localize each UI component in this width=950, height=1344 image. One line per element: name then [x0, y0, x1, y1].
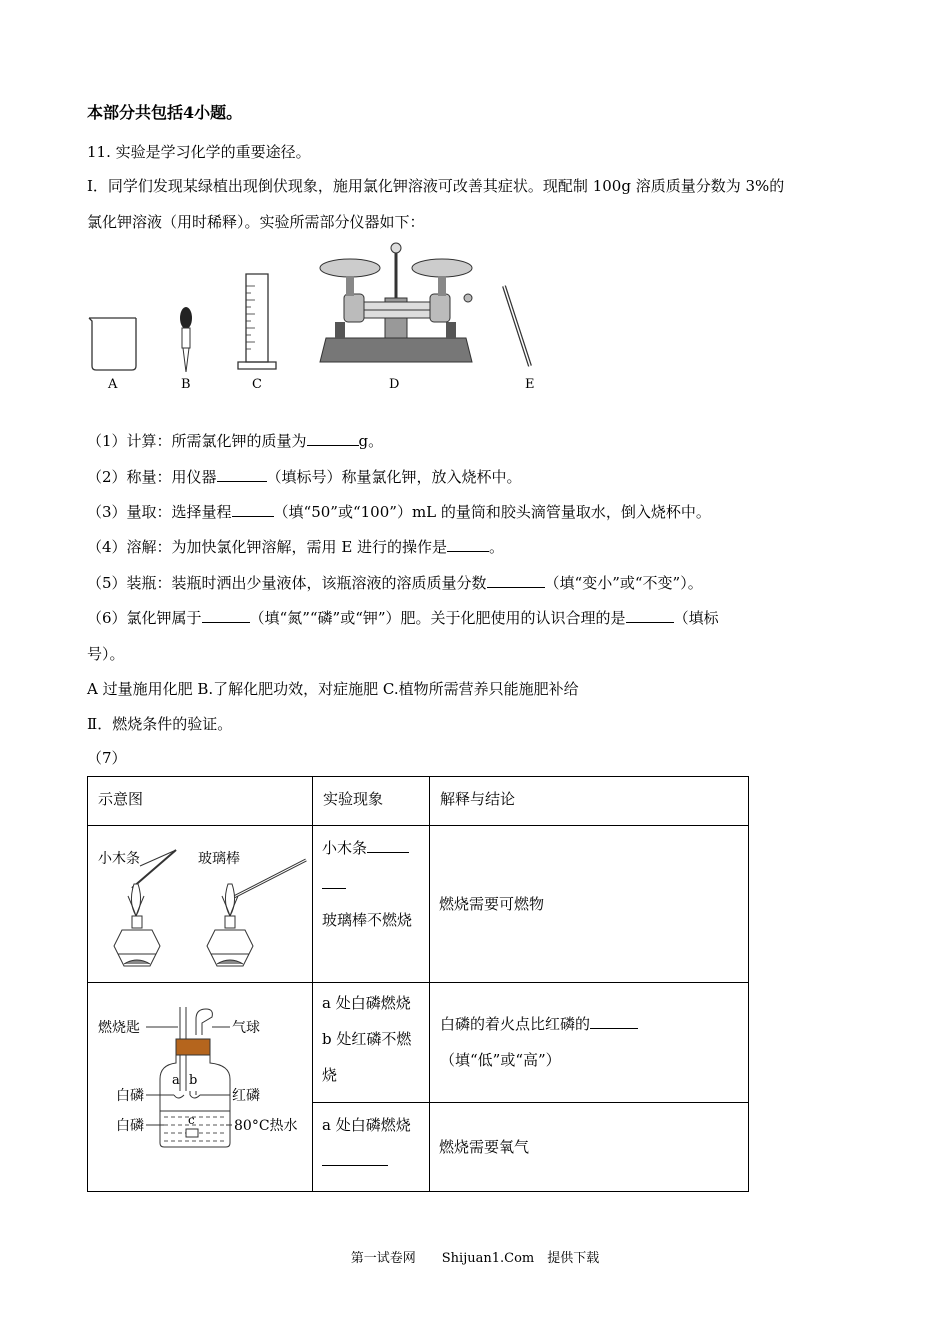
instrument-label-b: B [181, 377, 191, 392]
conclusion-3: 燃烧需要氧气 [439, 1137, 530, 1156]
label-spoon: 燃烧匙 [98, 1020, 140, 1036]
label-wood-stick: 小木条 [98, 851, 140, 867]
question-stem: 11. 实验是学习化学的重要途径。 [87, 143, 311, 161]
answer-blank[interactable] [322, 1151, 388, 1166]
section-title: 本部分共包括4小题。 [87, 103, 243, 122]
glass-rod-icon [504, 286, 530, 366]
subquestion-2: （2）称量：用仪器 （填标号）称量氯化钾，放入烧杯中。 [87, 468, 522, 486]
instruments-figure [80, 238, 560, 398]
subquestion-3: （3）量取：选择量程 （填“50”或“100”）mL 的量筒和胶头滴管量取水，倒入烧杯中。 [87, 503, 711, 521]
subquestion-6: （6）氯化钾属于 （填“氮”“磷”或“钾”）肥。关于化肥使用的认识合理的是 （填标 [87, 609, 719, 627]
subquestion-4: （4）溶解：为加快氯化钾溶解，需用 E 进行的操作是 。 [87, 538, 505, 556]
diagram-2 [88, 983, 312, 1191]
header-diagram: 示意图 [98, 790, 144, 808]
table-row [88, 983, 749, 1103]
options: A 过量施用化肥 B.了解化肥功效，对症施肥 C.植物所需营养只能施肥补给 [87, 680, 579, 698]
phenomenon-1: 小木条 玻璃棒不燃烧 [322, 839, 413, 929]
answer-blank[interactable] [367, 838, 409, 853]
balance-icon [320, 243, 472, 362]
answer-blank[interactable] [447, 537, 489, 552]
instrument-label-e: E [525, 377, 535, 392]
subquestion-7: （7） [87, 749, 127, 767]
part1-intro-line1: Ⅰ．同学们发现某绿植出现倒伏现象，施用氯化钾溶液可改善其症状。现配制 100g 溶质质量分数为 3%的 [87, 177, 785, 195]
label-white-phosphorus-a: 白磷 [116, 1088, 144, 1104]
answer-blank[interactable] [487, 573, 545, 588]
label-hot-water: 80°C热水 [234, 1118, 298, 1134]
label-balloon: 气球 [232, 1020, 260, 1036]
label-c: c [188, 1113, 195, 1127]
instrument-label-a: A [108, 377, 118, 392]
subquestion-1: （1）计算：所需氯化钾的质量为 g。 [87, 432, 384, 450]
part1-intro-line2: 氯化钾溶液（用时稀释）。实验所需部分仪器如下： [87, 213, 425, 231]
table-header-row [88, 777, 749, 826]
diagram-1 [88, 826, 312, 982]
label-glass-rod: 玻璃棒 [198, 851, 240, 867]
label-b: b [189, 1073, 198, 1088]
label-red-phosphorus: 红磷 [232, 1088, 260, 1104]
label-a: a [172, 1073, 180, 1088]
header-conclusion: 解释与结论 [440, 790, 516, 808]
phenomenon-2: a 处白磷燃烧 b 处红磷不燃烧 [322, 994, 412, 1084]
instrument-label-c: C [252, 377, 262, 392]
alcohol-lamps-figure [88, 826, 312, 982]
experiment-table [87, 776, 749, 1192]
answer-blank[interactable] [590, 1014, 638, 1029]
beaker-icon [89, 318, 136, 370]
answer-blank[interactable] [217, 467, 267, 482]
dropper-icon [180, 307, 192, 372]
answer-blank[interactable] [307, 431, 359, 446]
graduated-cylinder-icon [238, 274, 276, 369]
conclusion-1: 燃烧需要可燃物 [439, 895, 545, 913]
instrument-label-d: D [389, 377, 400, 392]
label-white-phosphorus-c: 白磷 [116, 1118, 144, 1134]
subquestion-6-cont: 号）。 [87, 645, 125, 663]
answer-blank[interactable] [626, 608, 674, 623]
answer-blank[interactable] [202, 608, 250, 623]
answer-blank-cont [322, 874, 346, 889]
phenomenon-3: a 处白磷燃烧 [313, 1103, 429, 1183]
table-row [88, 826, 749, 983]
part2-title: Ⅱ．燃烧条件的验证。 [87, 715, 233, 733]
conclusion-2: 白磷的着火点比红磷的（填“低”或“高”） [430, 1002, 748, 1082]
subquestion-5: （5）装瓶：装瓶时洒出少量液体，该瓶溶液的溶质质量分数 （填“变小”或“不变”）。 [87, 574, 703, 592]
header-phenomenon: 实验现象 [323, 790, 384, 808]
answer-blank[interactable] [232, 502, 274, 517]
footer: 第一试卷网 Shijuan1.Com 提供下载 [350, 1251, 600, 1266]
